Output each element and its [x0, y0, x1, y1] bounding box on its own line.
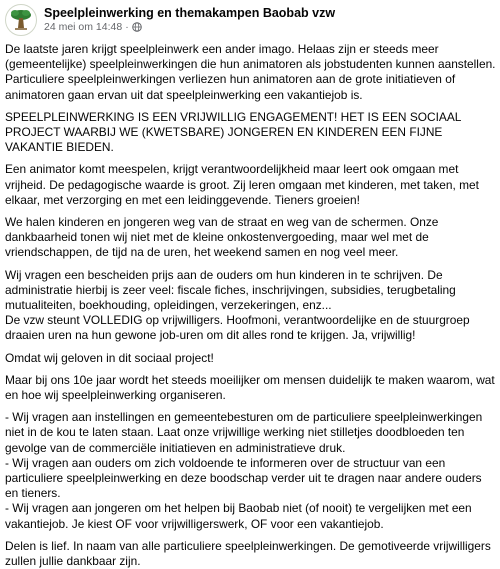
post-paragraph: We halen kinderen en jongeren weg van de straat en weg van de schermen. Onze dankbaarheid tonen wij niet met de kleine onkostenvergoeding, maar wel met de vriendschappen, de tijd na de uren, het weekend samen en nog veel meer.	[5, 215, 439, 260]
page-name-link[interactable]: Speelpleinwerking en themakampen Baobab vzw	[44, 5, 336, 20]
post-paragraph: Wij vragen een bescheiden prijs aan de ouders om hun kinderen in te schrijven. De administratie hierbij is zeer veel: fiscale fiches, inschrijvingen, subsidies, terugbetaling mutualiteiten, boekhouding, opleidingen, verzekeringen, enz... De vzw steunt VOLLEDIG op vrijwilligers. Hoofmoni, verantwoordelijke en de stuurgroep draaien uren na hun gewone job-uren om dit alles rond te krijgen. Ja, vrijwillig!	[5, 267, 470, 343]
baobab-tree-logo	[9, 8, 33, 32]
post-paragraph: SPEELPLEINWERKING IS EEN VRIJWILLIG ENGAGEMENT! HET IS EEN SOCIAAL PROJECT WAARBIJ WE (KWETSBARE) JONGEREN EN KINDEREN EEN FIJNE VAKANTIE BIEDEN.	[5, 109, 461, 155]
post-timestamp[interactable]: 24 mei om 14:48	[44, 21, 123, 34]
post-paragraph: Een animator komt meespelen, krijgt verantwoordelijkheid maar leert ook omgaan met vrijheid. De pedagogische waarde is groot. Zij leren omgaan met kinderen, met taken, met elkaar, met verzorging en met een leidinggevende. Tieners groeien!	[5, 162, 479, 207]
post-paragraph: De laatste jaren krijgt speelpleinwerk een ander imago. Helaas zijn er steeds meer (gemeentelijke) speelpleinwerkingen die hun animatoren als jobstudenten kunnen aanstellen. Particuliere speelpleinwerkingen verliezen hun animatoren aan de grote initiatieven of animatoren gaan ervan uit dat speelpleinwerking een vakantiejob is.	[5, 42, 496, 102]
page-avatar[interactable]	[5, 4, 37, 36]
post-header	[5, 0, 496, 38]
post-paragraph: Omdat wij geloven in dit sociaal project!	[5, 350, 214, 365]
post-body	[5, 42, 496, 569]
post-paragraph: Maar bij ons 10e jaar wordt het steeds moeilijker om mensen duidelijk te maken waarom, wat en hoe wij speelpleinwerking organiseren.	[5, 372, 495, 403]
post-header-text	[44, 6, 335, 33]
post-meta	[44, 21, 335, 33]
post-paragraph: Delen is lief. In naam van alle particuliere speelpleinwerkingen. De gemotiveerde vrijwilligers zullen jullie dankbaar zijn.	[5, 538, 491, 569]
globe-icon[interactable]	[132, 22, 142, 32]
post-paragraph: - Wij vragen aan instellingen en gemeentebesturen om de particuliere speelpleinwerkingen niet in de kou te laten staan. Laat onze vrijwillige werking niet stilletjes doodbloeden ten gevolge van de commerciële initiatieven en administratieve druk. - Wij vragen aan ouders om zich voldoende te informeren over de structuur van een particuliere speelpleinwerking en deze boodschap verder uit te dragen naar andere ouders en tieners. - Wij vragen aan jongeren om het helpen bij Baobab niet (of nooit) te vergelijken met een vakantiejob. Je kiest OF voor vrijwilligerswerk, OF voor een vakantiejob.	[5, 410, 483, 531]
meta-separator: ·	[125, 21, 129, 34]
